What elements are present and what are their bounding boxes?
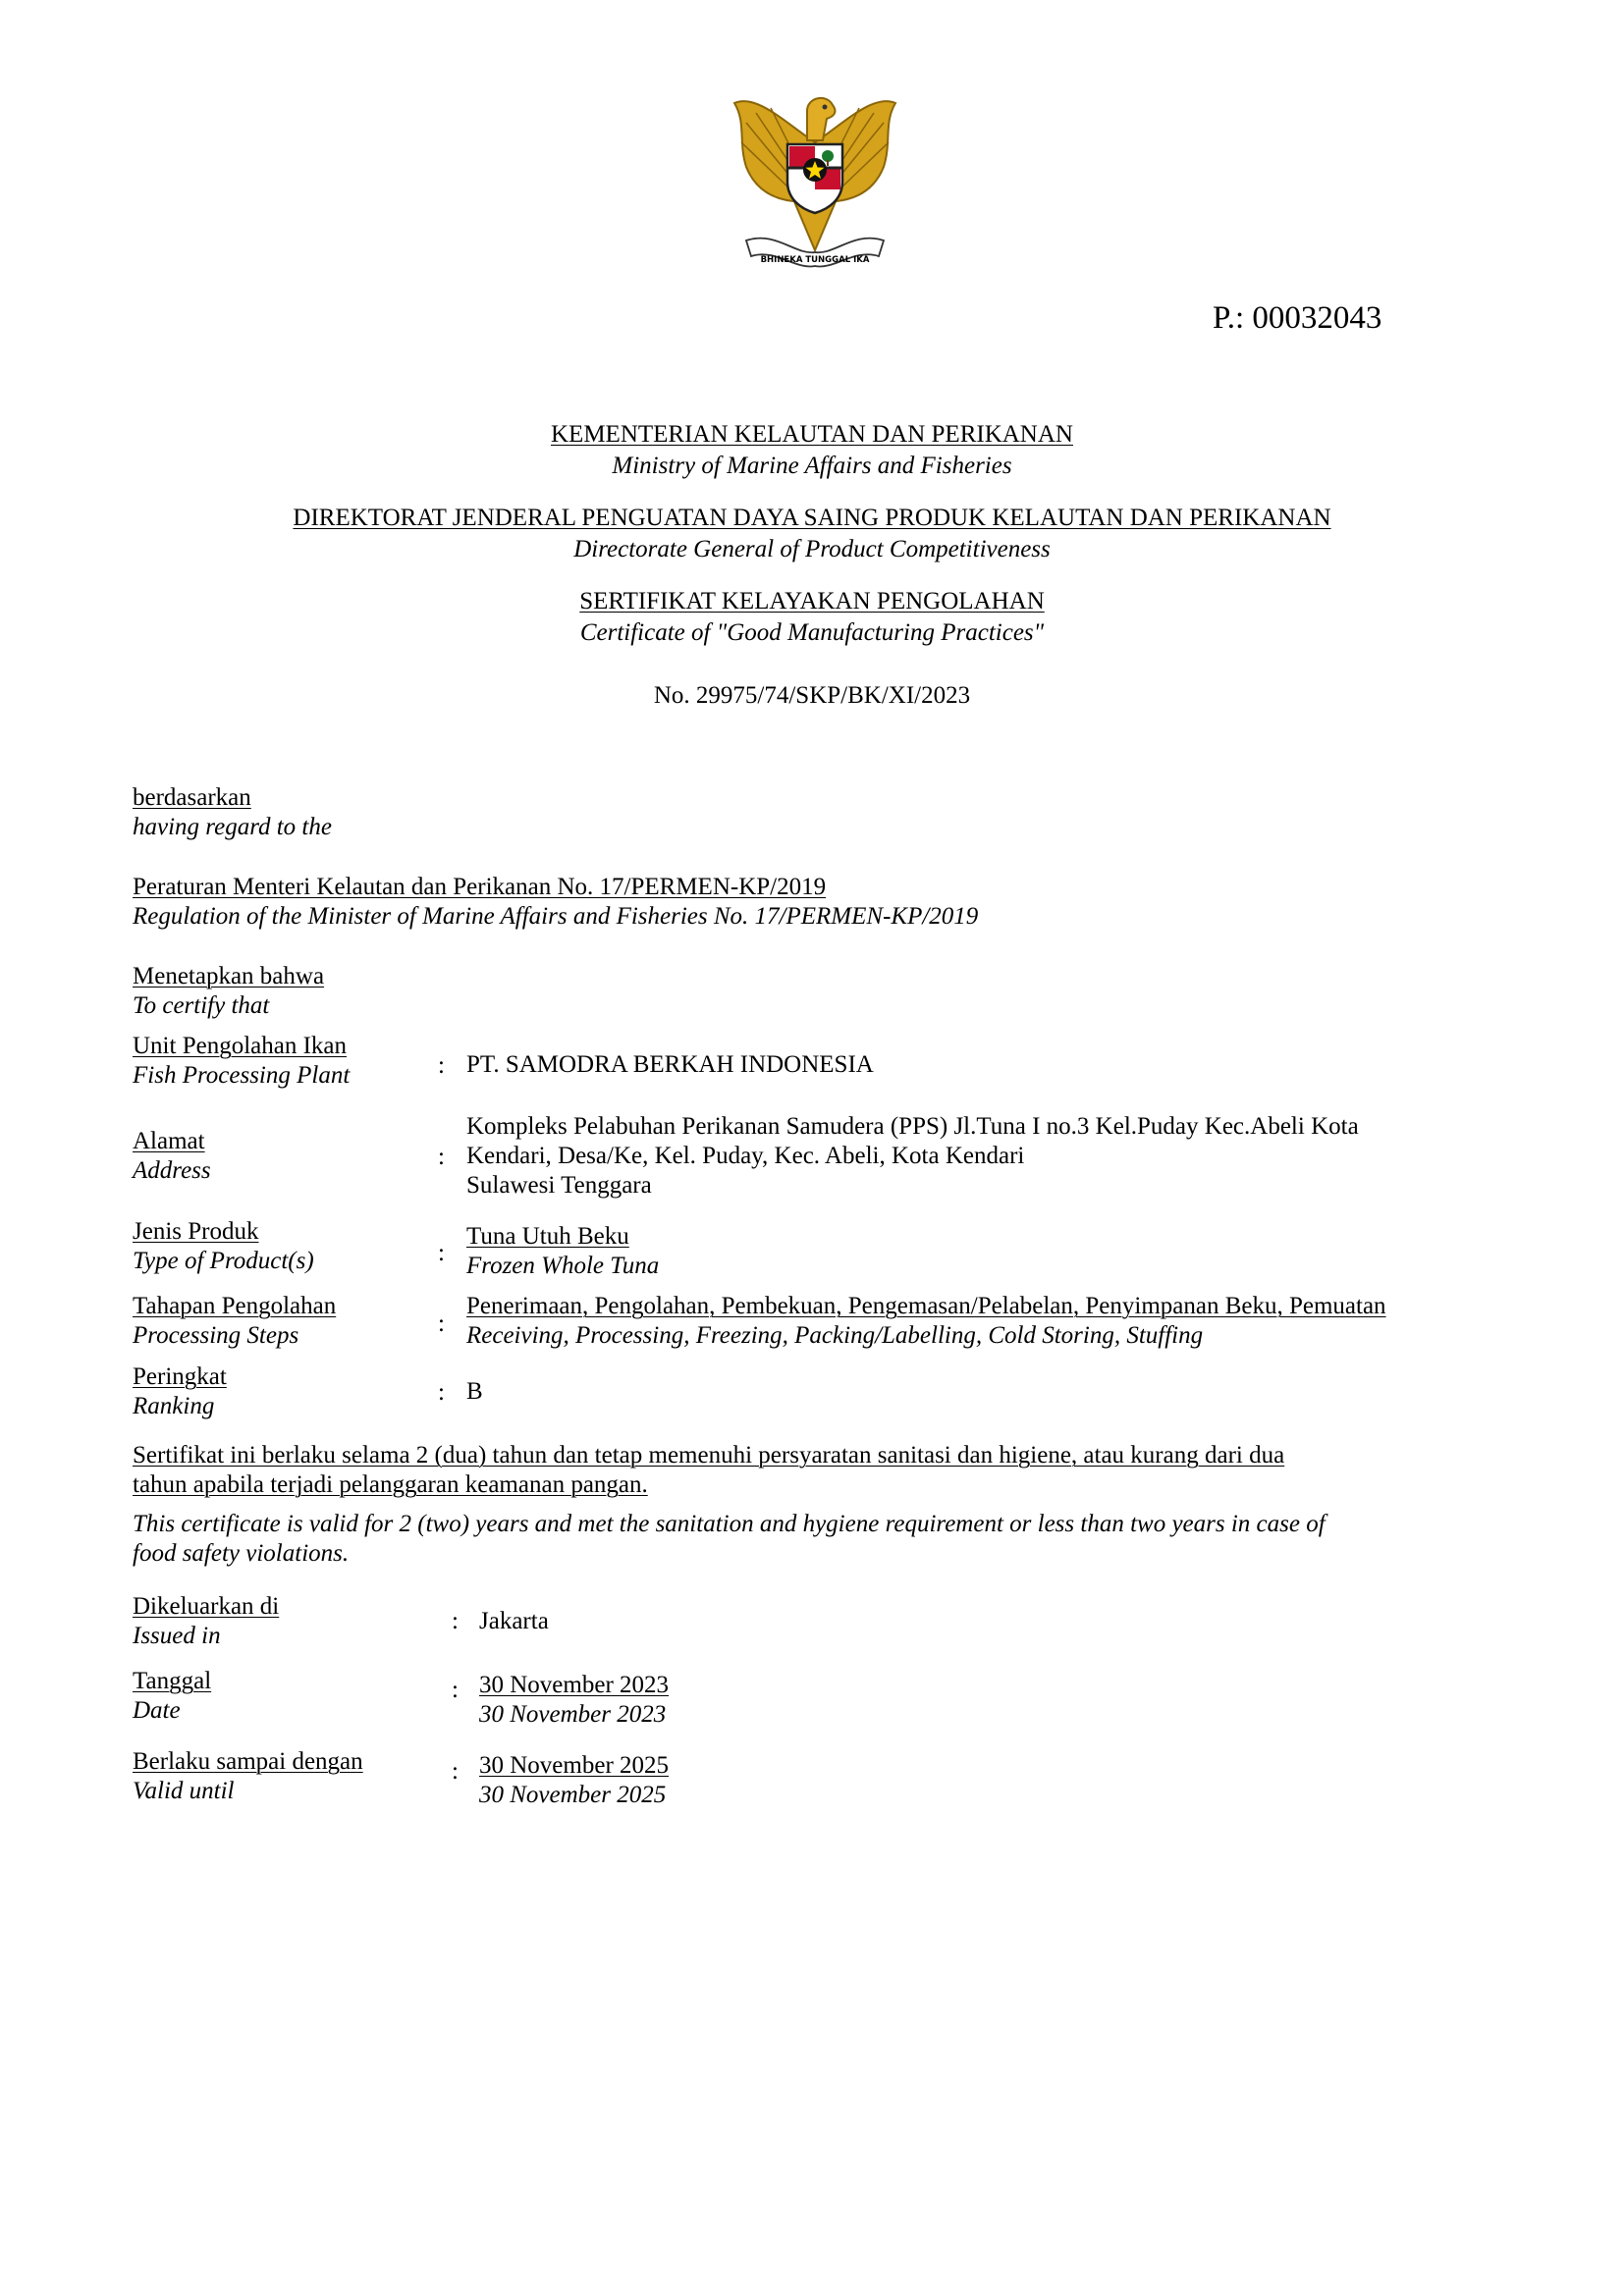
ministry-title: KEMENTERIAN KELAUTAN DAN PERIKANAN xyxy=(551,421,1073,448)
product-value: Tuna Utuh Beku xyxy=(466,1223,629,1250)
date-value: 30 November 2023 xyxy=(479,1672,670,1698)
product-separator: : xyxy=(438,1240,445,1266)
date-label-en: Date xyxy=(133,1697,181,1724)
certify-label: Menetapkan bahwa xyxy=(133,963,325,989)
svg-text:BHINEKA TUNGGAL IKA: BHINEKA TUNGGAL IKA xyxy=(760,255,870,265)
plant-value: PT. SAMODRA BERKAH INDONESIA xyxy=(466,1051,874,1078)
validity-text-line-1: Sertifikat ini berlaku selama 2 (dua) tahun dan tetap memenuhi persyaratan sanitasi dan higiene, atau kurang dari dua xyxy=(133,1442,1285,1468)
address-line-1: Kompleks Pelabuhan Perikanan Samudera (PPS) Jl.Tuna I no.3 Kel.Puday Kec.Abeli Kota xyxy=(466,1113,1359,1140)
valid-until-value-en: 30 November 2025 xyxy=(479,1782,667,1808)
issued-in-label: Dikeluarkan di xyxy=(133,1593,280,1620)
issued-in-label-en: Issued in xyxy=(133,1623,221,1649)
date-separator: : xyxy=(452,1677,459,1703)
valid-until-separator: : xyxy=(452,1758,459,1785)
directorate-subtitle: Directorate General of Product Competitiveness xyxy=(573,536,1051,562)
plant-separator: : xyxy=(438,1052,445,1079)
plant-label: Unit Pengolahan Ikan xyxy=(133,1033,348,1059)
valid-until-label: Berlaku sampai dengan xyxy=(133,1748,363,1775)
basis-label-en: having regard to the xyxy=(133,814,332,840)
issued-in-separator: : xyxy=(452,1608,459,1634)
address-separator: : xyxy=(438,1144,445,1170)
regulation-text-en: Regulation of the Minister of Marine Affairs and Fisheries No. 17/PERMEN-KP/2019 xyxy=(133,903,979,930)
valid-until-label-en: Valid until xyxy=(133,1778,235,1804)
product-label-en: Type of Product(s) xyxy=(133,1248,314,1274)
issued-in-value: Jakarta xyxy=(479,1608,549,1634)
validity-text-en-line-1: This certificate is valid for 2 (two) years and met the sanitation and hygiene requirement or less than two years in case of xyxy=(133,1511,1326,1537)
garuda-emblem-icon xyxy=(717,83,913,280)
certificate-subtitle: Certificate of "Good Manufacturing Practices" xyxy=(579,619,1045,646)
validity-text-line-2: tahun apabila terjadi pelanggaran keamanan pangan. xyxy=(133,1471,648,1498)
ranking-value: B xyxy=(466,1378,483,1405)
steps-label: Tahapan Pengolahan xyxy=(133,1293,337,1319)
date-value-en: 30 November 2023 xyxy=(479,1701,667,1728)
steps-value-en: Receiving, Processing, Freezing, Packing/Labelling, Cold Storing, Stuffing xyxy=(466,1322,1204,1349)
basis-label: berdasarkan xyxy=(133,784,251,811)
address-line-3: Sulawesi Tenggara xyxy=(466,1172,652,1199)
ranking-label-en: Ranking xyxy=(133,1393,215,1419)
steps-label-en: Processing Steps xyxy=(133,1322,299,1349)
ministry-subtitle: Ministry of Marine Affairs and Fisheries xyxy=(612,453,1012,479)
regulation-text: Peraturan Menteri Kelautan dan Perikanan No. 17/PERMEN-KP/2019 xyxy=(133,874,827,900)
certify-label-en: To certify that xyxy=(133,992,270,1019)
ranking-label: Peringkat xyxy=(133,1363,227,1390)
certificate-number: No. 29975/74/SKP/BK/XI/2023 xyxy=(653,682,971,709)
valid-until-value: 30 November 2025 xyxy=(479,1752,670,1779)
steps-value: Penerimaan, Pengolahan, Pembekuan, Pengemasan/Pelabelan, Penyimpanan Beku, Pemuatan xyxy=(466,1293,1386,1319)
certificate-title: SERTIFIKAT KELAYAKAN PENGOLAHAN xyxy=(579,588,1045,614)
address-label: Alamat xyxy=(133,1128,205,1154)
plant-label-en: Fish Processing Plant xyxy=(133,1062,351,1089)
product-label: Jenis Produk xyxy=(133,1218,259,1245)
page-number: P.: 00032043 xyxy=(1213,300,1382,336)
ranking-separator: : xyxy=(438,1379,445,1406)
address-line-2: Kendari, Desa/Ke, Kel. Puday, Kec. Abeli, Kota Kendari xyxy=(466,1143,1025,1169)
address-label-en: Address xyxy=(133,1157,211,1184)
steps-separator: : xyxy=(438,1310,445,1337)
product-value-en: Frozen Whole Tuna xyxy=(466,1253,660,1279)
directorate-title: DIREKTORAT JENDERAL PENGUATAN DAYA SAING PRODUK KELAUTAN DAN PERIKANAN xyxy=(293,505,1331,531)
date-label: Tanggal xyxy=(133,1668,212,1694)
validity-text-en-line-2: food safety violations. xyxy=(133,1540,350,1567)
